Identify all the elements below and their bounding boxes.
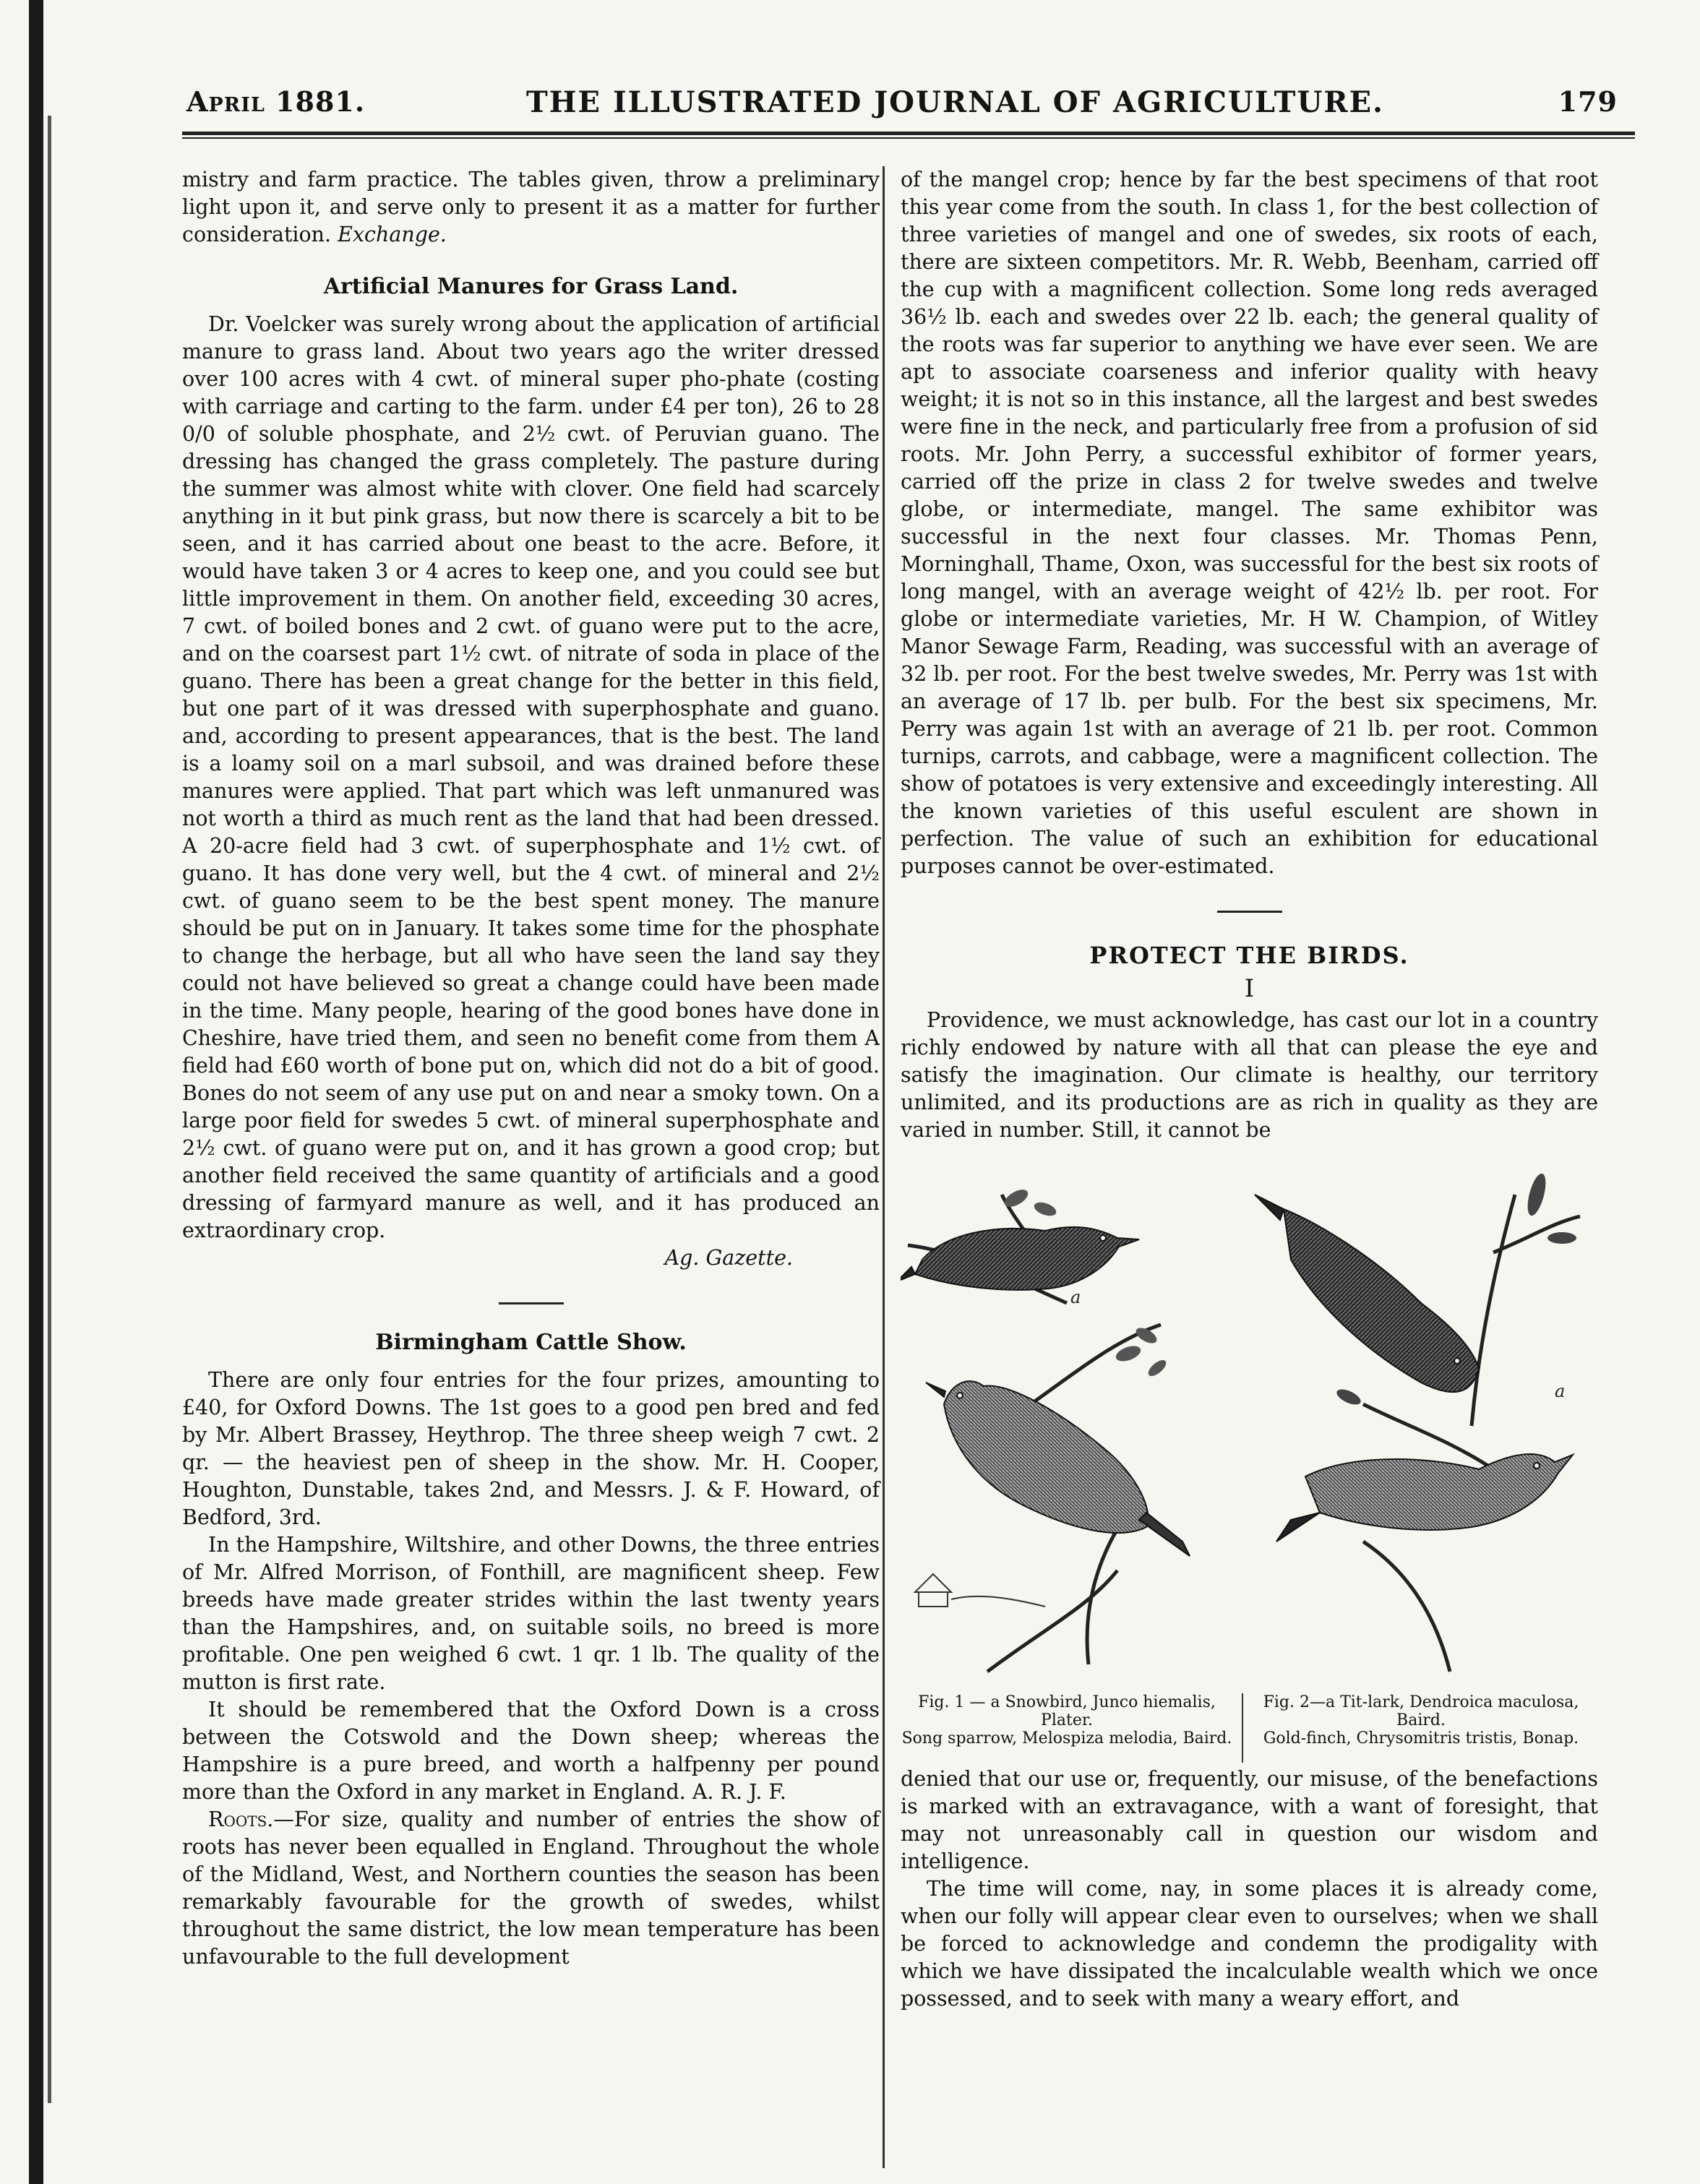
figure-label-b: a xyxy=(1555,1381,1566,1401)
caption-fig-2-line-2: Gold-finch, Chrysomitris tristis, Bonap. xyxy=(1263,1729,1579,1747)
snowbird xyxy=(901,1227,1139,1290)
left-column xyxy=(182,166,880,1971)
birds-paragraph-2: denied that our use or, frequently, our misuse, of the benefactions is marked with an extravagance, with a want of foresight, that may not unreasonably call in question our wisdom and intelligence. xyxy=(901,1767,1598,1873)
cottage-scene xyxy=(915,1574,1045,1607)
part-number: I xyxy=(1244,974,1255,1003)
binding-edge xyxy=(29,0,43,2184)
right-branches xyxy=(1363,1195,1580,1672)
caption-fig-1 xyxy=(901,1693,1233,1747)
cattle-show-paragraph-3: It should be remembered that the Oxford Down is a cross between the Cotswold and the Down sheep; whereas the Hampshire is a pure breed, and worth a halfpenny per pound more than the Oxford in any market in England. A. R. J. F. xyxy=(182,1698,880,1804)
article-body-manures: Dr. Voelcker was surely wrong about the application of artificial manure to grass land. About two years ago the writer dressed over 100 acres with 4 cwt. of mineral super pho-phate (costing with carriage and carting to the farm. under £4 per ton), 26 to 28 0/0 of soluble phosphate, and 2½ cwt. of Peruvian guano. The dressing has changed the grass completely. The pasture during the summer was almost white with clover. One field had scarcely anything in it but pink grass, but now there is scarcely a bit to be seen, and it has carried about one beast to the acre. Before, it would have taken 3 or 4 acres to keep one, and you could see but little improvement in them. On another field, exceeding 30 acres, 7 cwt. of boiled bones and 2 cwt. of guano were put to the acre, and on the coarsest part 1½ cwt. of nitrate of soda in place of the guano. There has been a great change for the better in this field, but one part of it was dressed with superphosphate and guano. and, according to present appearances, that is the best. The land is a loamy soil on a marl subsoil, and was drained before these manures were applied. That part which was left unmanured was not worth a third as much rent as the land that had been dressed. A 20-acre field had 3 cwt. of superphosphate and 1½ cwt. of guano. It has done very well, but the 4 cwt. of mineral and 2½ cwt. of guano seem to be the best spent money. The manure should be put on in January. It takes some time for the phosphate to change the herbage, but all who have seen the land say they could not have believed so great a change could have been made in the time. Many people, hearing of the good bones have done in Cheshire, have tried them, and seen no benefit come from them A field had £60 worth of bone put on, which did not do a bit of good. Bones do not seem of any use put on and near a smoky town. On a large poor field for swedes 5 cwt. of mineral superphosphate and 2½ cwt. of guano were put on, and it has grown a good crop; but another field received the same quantity of artificials and a good dressing of farmyard manure as well, and it has produced an extraordinary crop. xyxy=(182,312,880,1242)
issue-date: April 1881. xyxy=(186,85,366,118)
roots-lead: Roots. xyxy=(208,1807,274,1831)
caption-fig-2 xyxy=(1255,1693,1587,1747)
running-header xyxy=(186,85,1632,121)
gold-finch xyxy=(1276,1454,1573,1542)
caption-divider xyxy=(1242,1693,1243,1763)
birds-paragraph-3: The time will come, nay, in some places it is already come, when our folly will appear clear even to ourselves; when we shall be forced to acknowledge and condemn the prodigality with which we have dissipated the incalculable wealth which we once possessed, and to seek with many a weary effort, and xyxy=(901,1877,1598,2011)
article-title-cattle-show: Birmingham Cattle Show. xyxy=(375,1330,687,1355)
column-divider xyxy=(883,166,885,2168)
bird-engraving xyxy=(901,1166,1598,1693)
caption-fig-2-line-1: Fig. 2—a Tit-lark, Dendroica maculosa, Baird. xyxy=(1263,1693,1579,1729)
tit-lark xyxy=(1255,1195,1479,1392)
figure-label-a: a xyxy=(1070,1287,1081,1307)
continued-paragraph: mistry and farm practice. The tables given, throw a preliminary light upon it, and serve only to present it as a matter for further consideration. Exchange. xyxy=(182,168,880,246)
section-rule xyxy=(499,1302,564,1304)
article-title-manures: Artificial Manures for Grass Land. xyxy=(323,274,739,299)
journal-title: THE ILLUSTRATED JOURNAL OF AGRICULTURE. xyxy=(526,85,1384,119)
article-signature-manures: Ag. Gazette. xyxy=(664,1246,793,1270)
header-rule-thin xyxy=(182,137,1635,139)
caption-fig-1-line-2: Song sparrow, Melospiza melodia, Baird. xyxy=(901,1729,1232,1747)
header-rule xyxy=(182,132,1635,135)
right-column xyxy=(901,166,1598,2013)
binding-shadow xyxy=(48,116,51,2103)
cattle-show-paragraph-1: There are only four entries for the four prizes, amounting to £40, for Oxford Downs. The 1st goes to a good pen bred and fed by Mr. Albert Brassey, Heythrop. The three sheep weigh 7 cwt. 2 qr. — the heaviest pen of sheep in the show. Mr. H. Cooper, Houghton, Dunstable, takes 2nd, and Messrs. J. & F. Howard, of Bedford, 3rd. xyxy=(182,1368,880,1529)
intro-signature: Exchange. xyxy=(338,223,447,246)
caption-fig-1-line-1: Fig. 1 — a Snowbird, Junco hiemalis, Plater. xyxy=(918,1693,1216,1729)
bird-illustration xyxy=(901,1166,1598,1693)
figure-captions xyxy=(901,1693,1598,1766)
section-rule xyxy=(1217,911,1282,913)
page-number: 179 xyxy=(1558,85,1618,118)
roots-paragraph: Roots.—For size, quality and number of entries the show of roots has never been equalled in England. Throughout the whole of the Midland, West, and Northern counties the season has been remarkably favourable for the growth of swedes, whilst throughout the same district, the low mean temperature has been unfavourable to the full development xyxy=(182,1807,880,1969)
article-title-birds: PROTECT THE BIRDS. xyxy=(1089,942,1409,969)
roots-continued-paragraph: of the mangel crop; hence by far the best specimens of that root this year come from the south. In class 1, for the best collection of three varieties of mangel and one of swedes, six roots of each, there are sixteen competitors. Mr. R. Webb, Beenham, carried off the cup with a magnificent collection. Some long reds averaged 36½ lb. each and swedes over 22 lb. each; the general quality of the roots was far superior to anything we have ever seen. We are apt to associate coarseness and inferior quality with heavy weight; it is not so in this instance, all the largest and best swedes were fine in the neck, and particularly free from a profusion of sid roots. Mr. John Perry, a successful exhibitor of former years, carried off the prize in class 2 for twelve swedes and twelve globe, or intermediate, mangel. The same exhibitor was successful in the next four classes. Mr. Thomas Penn, Morninghall, Thame, Oxon, was successful for the best six roots of long mangel, with an average weight of 42½ lb. per root. For globe or intermediate varieties, Mr. H W. Champion, of Witley Manor Sewage Farm, Reading, was successful with an average of 32 lb. per root. For the best twelve swedes, Mr. Perry was 1st with an average of 17 lb. per bulb. For the best six specimens, Mr. Perry was again 1st with an average of 21 lb. per root. Common turnips, carrots, and cabbage, were a magnificent collection. The show of potatoes is very extensive and exceedingly interesting. All the known varieties of this useful esculent are shown in perfection. The value of such an exhibition for educational purposes cannot be over-estimated. xyxy=(901,168,1598,878)
song-sparrow xyxy=(926,1381,1190,1556)
birds-paragraph-1: Providence, we must acknowledge, has cast our lot in a country richly endowed by nature with all that can please the eye and satisfy the imagination. Our climate is healthy, our territory unlimited, and its productions are as rich in quality as they are varied in number. Still, it cannot be xyxy=(901,1008,1598,1142)
cattle-show-paragraph-2: In the Hampshire, Wiltshire, and other Downs, the three entries of Mr. Alfred Morrison, of Fonthill, are magnificent sheep. Few breeds have made greater strides within the last twenty years than the Hampshires, and, on suitable soils, no breed is more profitable. One pen weighed 6 cwt. 1 qr. 1 lb. The quality of the mutton is first rate. xyxy=(182,1533,880,1694)
